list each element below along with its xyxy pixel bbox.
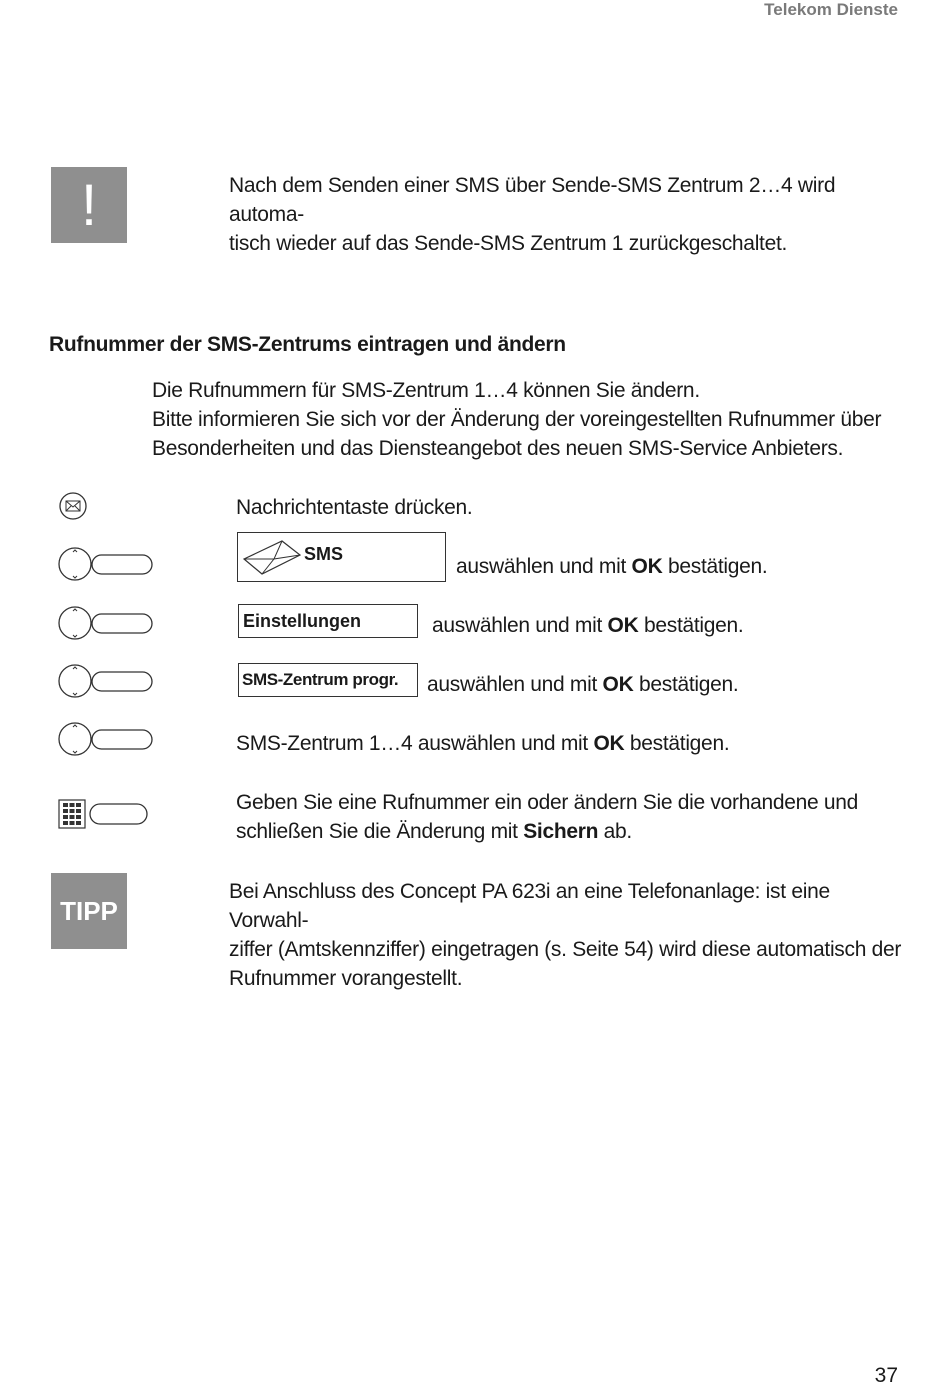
display-sms-zentrum-progr: SMS-Zentrum progr.	[238, 663, 418, 697]
intro-text	[152, 376, 912, 463]
display-sms-label: SMS	[304, 543, 344, 564]
step-6-text	[236, 788, 858, 846]
tip-line-3: Rufnummer vorangestellt.	[229, 967, 463, 990]
tip-text	[229, 877, 909, 993]
intro-line-1: Die Rufnummern für SMS-Zentrum 1…4 können Sie ändern.	[152, 379, 700, 402]
note-line-1: Nach dem Senden einer SMS über Sende-SMS Zentrum 2…4 wird automa-	[229, 174, 836, 226]
step-1-text: Nachrichtentaste drücken.	[236, 496, 473, 519]
note-text	[229, 171, 909, 258]
step-6-line-1: Geben Sie eine Rufnummer ein oder ändern Sie die vorhandene und	[236, 791, 859, 814]
nav-key-icon	[58, 547, 154, 581]
envelope-icon	[58, 491, 88, 521]
step-6-line-2: schließen Sie die Änderung mit Sichern ab.	[236, 820, 632, 843]
tip-label: TIPP	[51, 873, 127, 949]
keypad-icon	[58, 799, 150, 829]
sms-envelope-icon	[242, 537, 304, 577]
tip-line-1: Bei Anschluss des Concept PA 623i an eine Telefonanlage: ist eine Vorwahl-	[229, 880, 830, 932]
nav-key-icon	[58, 722, 154, 756]
page-header-section: Telekom Dienste	[764, 0, 898, 19]
step-5-text: SMS-Zentrum 1…4 auswählen und mit OK bestätigen.	[236, 732, 730, 755]
tip-line-2: ziffer (Amtskennziffer) eingetragen (s. Seite 54) wird diese automatisch der	[229, 938, 902, 961]
page-number: 37	[874, 1364, 898, 1387]
step-3-text: auswählen und mit OK bestätigen.	[432, 614, 744, 637]
nav-key-icon	[58, 664, 154, 698]
section-heading: Rufnummer der SMS-Zentrums eintragen und ändern	[49, 333, 566, 356]
nav-key-icon	[58, 606, 154, 640]
intro-line-2: Bitte informieren Sie sich vor der Änderung der voreingestellten Rufnummer über	[152, 408, 882, 431]
display-einstellungen: Einstellungen	[238, 604, 418, 638]
note-line-2: tisch wieder auf das Sende-SMS Zentrum 1 zurückgeschaltet.	[229, 232, 788, 255]
step-2-text: auswählen und mit OK bestätigen.	[456, 555, 768, 578]
display-sms	[237, 532, 446, 582]
intro-line-3: Besonderheiten und das Diensteangebot des neuen SMS-Service Anbieters.	[152, 437, 844, 460]
warning-icon: !	[51, 167, 127, 243]
step-4-text: auswählen und mit OK bestätigen.	[427, 673, 739, 696]
